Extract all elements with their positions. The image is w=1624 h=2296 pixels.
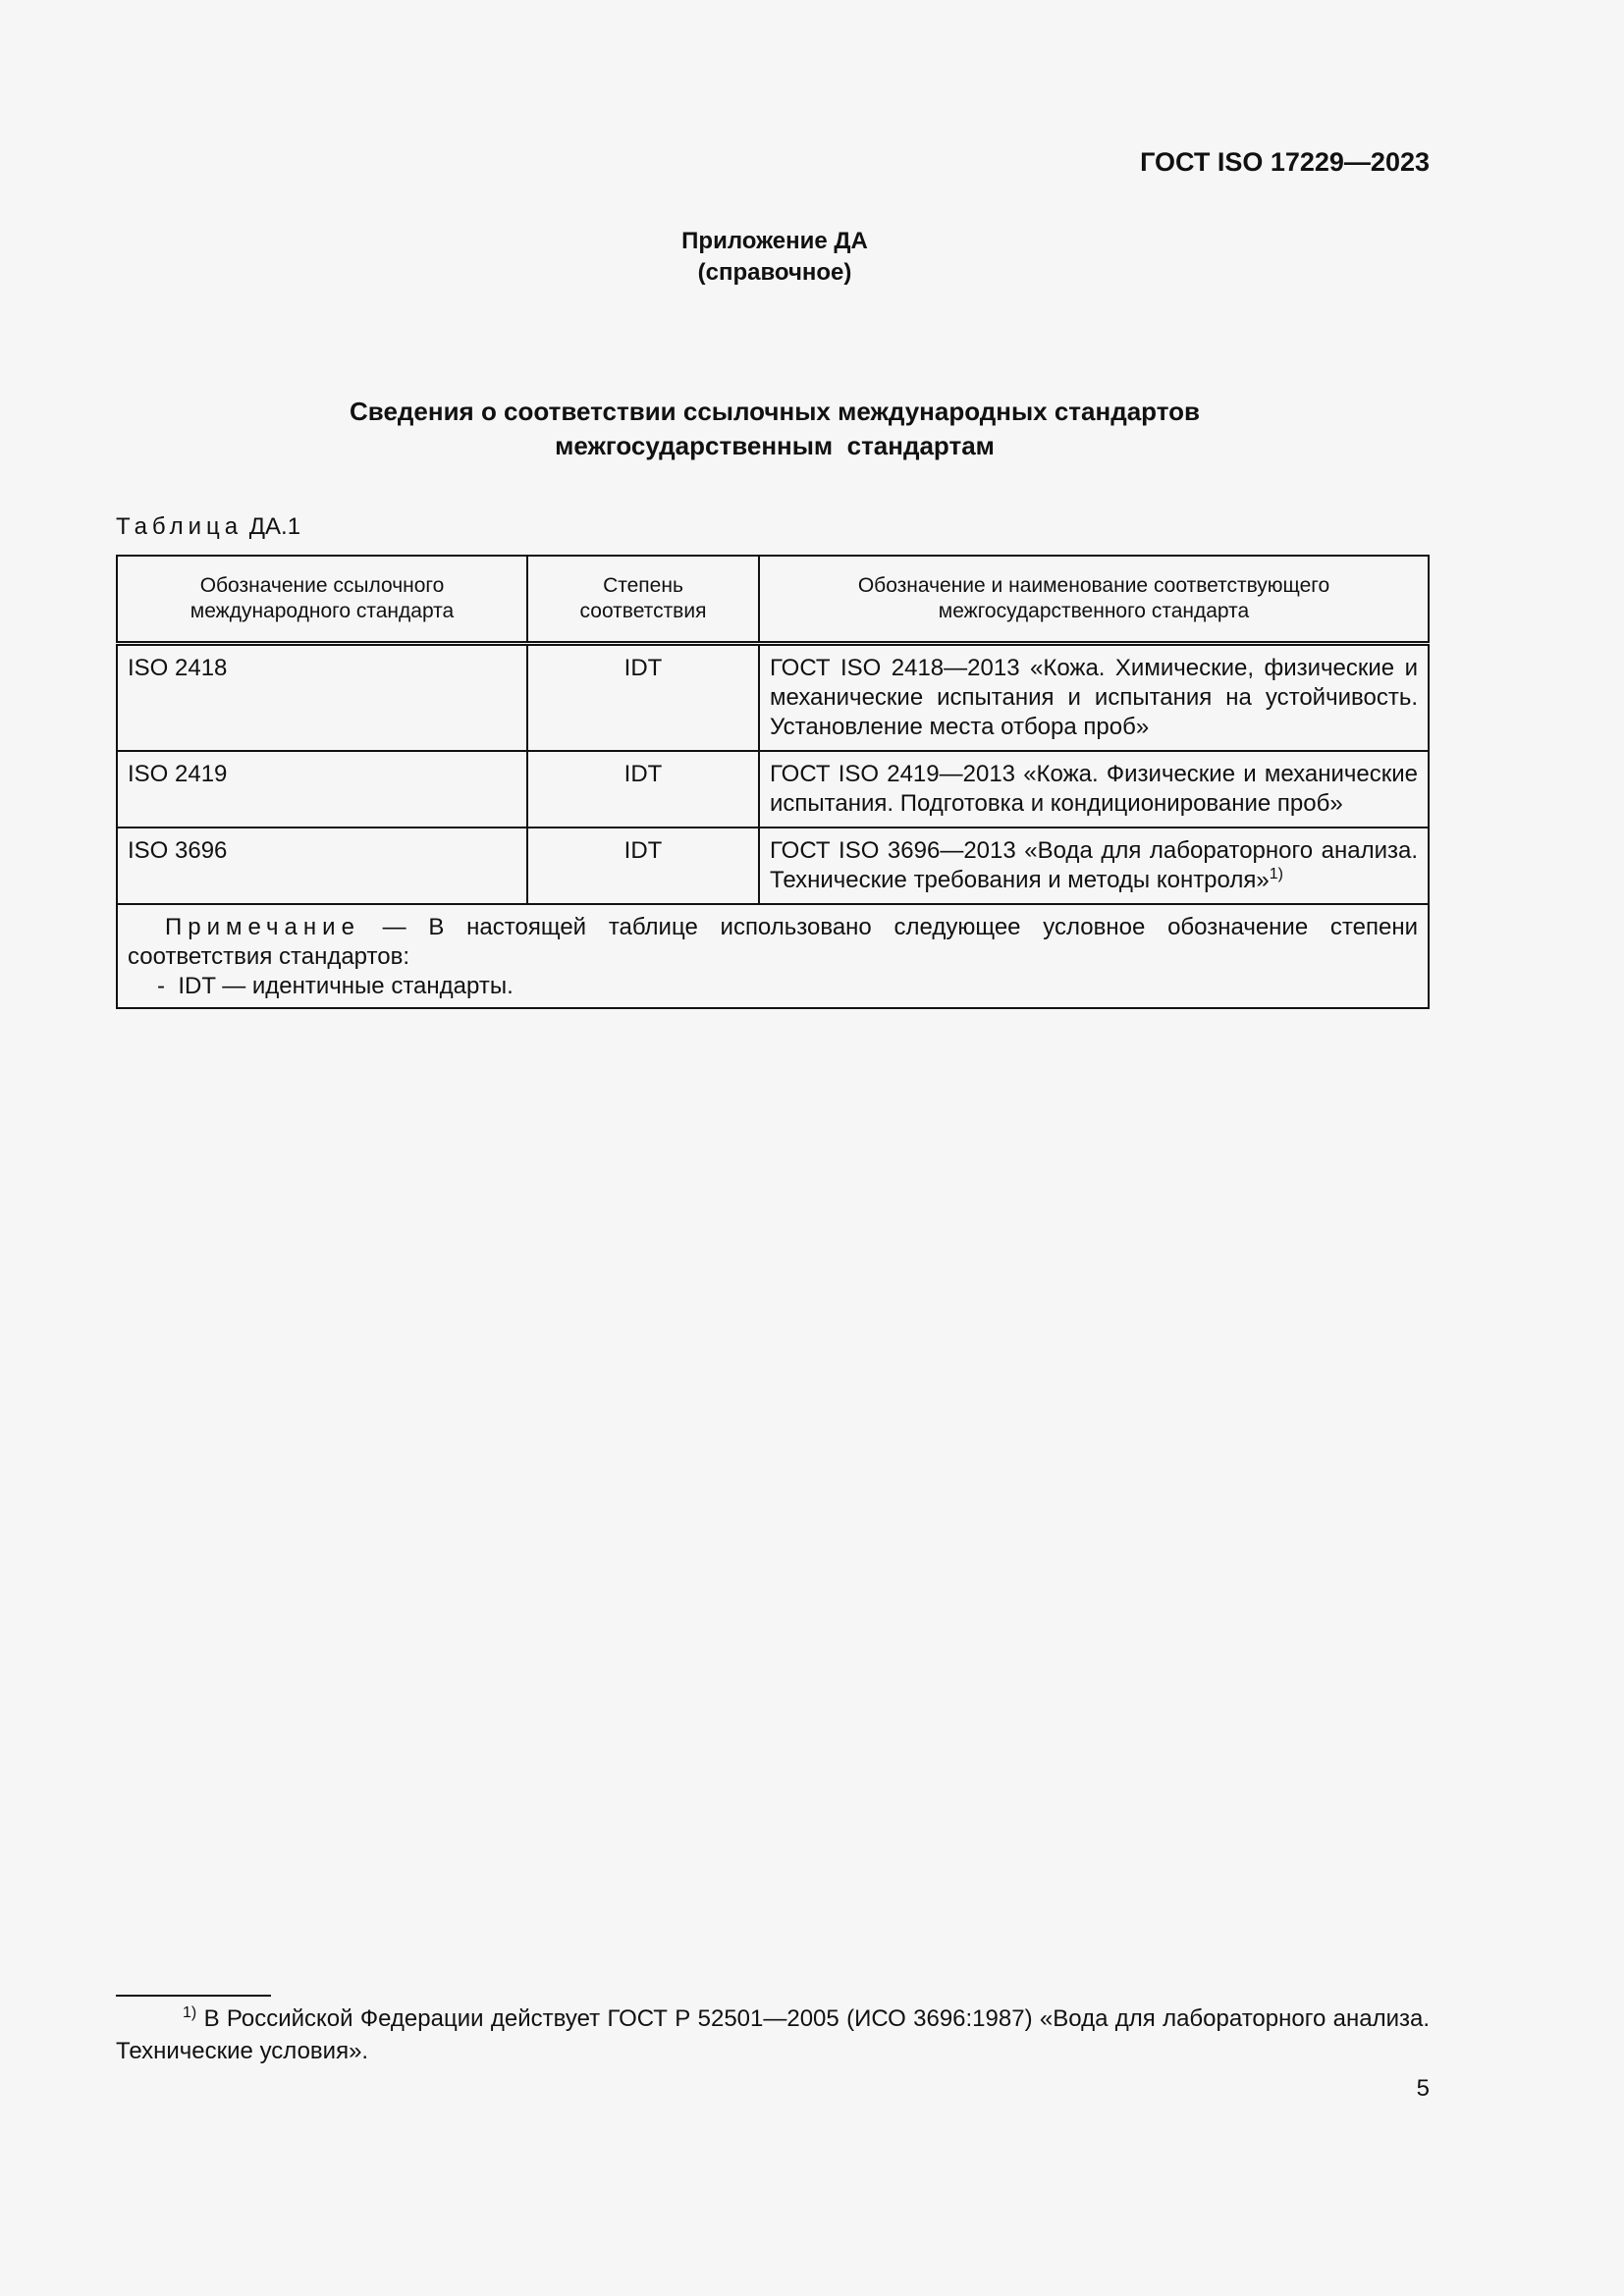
table-caption-number: ДА.1 <box>248 513 301 540</box>
cell-degree: IDT <box>527 751 759 828</box>
footnote <box>116 2002 1430 2067</box>
column-header-degree: Степень соответствия <box>527 556 759 644</box>
cell-interstate-standard <box>759 828 1429 904</box>
footnote-reference: 1) <box>1269 866 1283 882</box>
table-note-body: — В настоящей таблице использовано следующее условное обозначение степени соответствия стандартов: <box>128 914 1418 970</box>
footnote-body: В Российской Федерации действует ГОСТ Р 52501—2005 (ИСО 3696:1987) «Вода для лабораторного анализа. Технические условия». <box>116 2005 1430 2064</box>
appendix-title: Приложение ДА <box>681 228 868 254</box>
table-row <box>117 644 1429 752</box>
document-code: ГОСТ ISO 17229—2023 <box>1140 147 1430 177</box>
appendix-subtitle: (справочное) <box>697 259 852 286</box>
section-title <box>0 395 1549 463</box>
correspondence-table <box>116 555 1430 1009</box>
cell-degree: IDT <box>527 828 759 904</box>
footnote-mark: 1) <box>183 2004 197 2021</box>
cell-intl-standard: ISO 2418 <box>117 644 527 752</box>
cell-interstate-standard: ГОСТ ISO 2418—2013 «Кожа. Химические, физические и механические испытания и испытания на устойчивость. Установление места отбора проб» <box>759 644 1429 752</box>
table-row <box>117 751 1429 828</box>
footnote-text <box>116 2002 1430 2067</box>
table-caption-word: Таблица <box>116 513 244 540</box>
page-number: 5 <box>1416 2075 1430 2102</box>
table-note-item: - IDT — идентичные стандарты. <box>157 973 514 999</box>
table-note-label: Примечание <box>165 914 360 940</box>
section-title-line-1: Сведения о соответствии ссылочных международных стандартов <box>350 397 1200 426</box>
table-note-row <box>117 904 1429 1008</box>
cell-intl-standard: ISO 3696 <box>117 828 527 904</box>
column-header-intl-standard: Обозначение ссылочного международного стандарта <box>117 556 527 644</box>
table-note <box>117 904 1429 1008</box>
table-row <box>117 828 1429 904</box>
cell-intl-standard: ISO 2419 <box>117 751 527 828</box>
section-title-line-2: межгосударственным стандартам <box>555 431 995 460</box>
column-header-interstate-standard: Обозначение и наименование соответствующего межгосударственного стандарта <box>759 556 1429 644</box>
appendix-heading <box>0 226 1549 289</box>
table-caption <box>116 513 300 541</box>
cell-degree: IDT <box>527 644 759 752</box>
table-note-text <box>128 913 1418 972</box>
footnote-separator <box>116 1995 271 1997</box>
cell-interstate-standard: ГОСТ ISO 2419—2013 «Кожа. Физические и механические испытания. Подготовка и кондиционирование проб» <box>759 751 1429 828</box>
cell-interstate-standard-text: ГОСТ ISO 3696—2013 «Вода для лабораторного анализа. Технические требования и методы контроля» <box>770 837 1418 893</box>
table-header-row <box>117 556 1429 644</box>
